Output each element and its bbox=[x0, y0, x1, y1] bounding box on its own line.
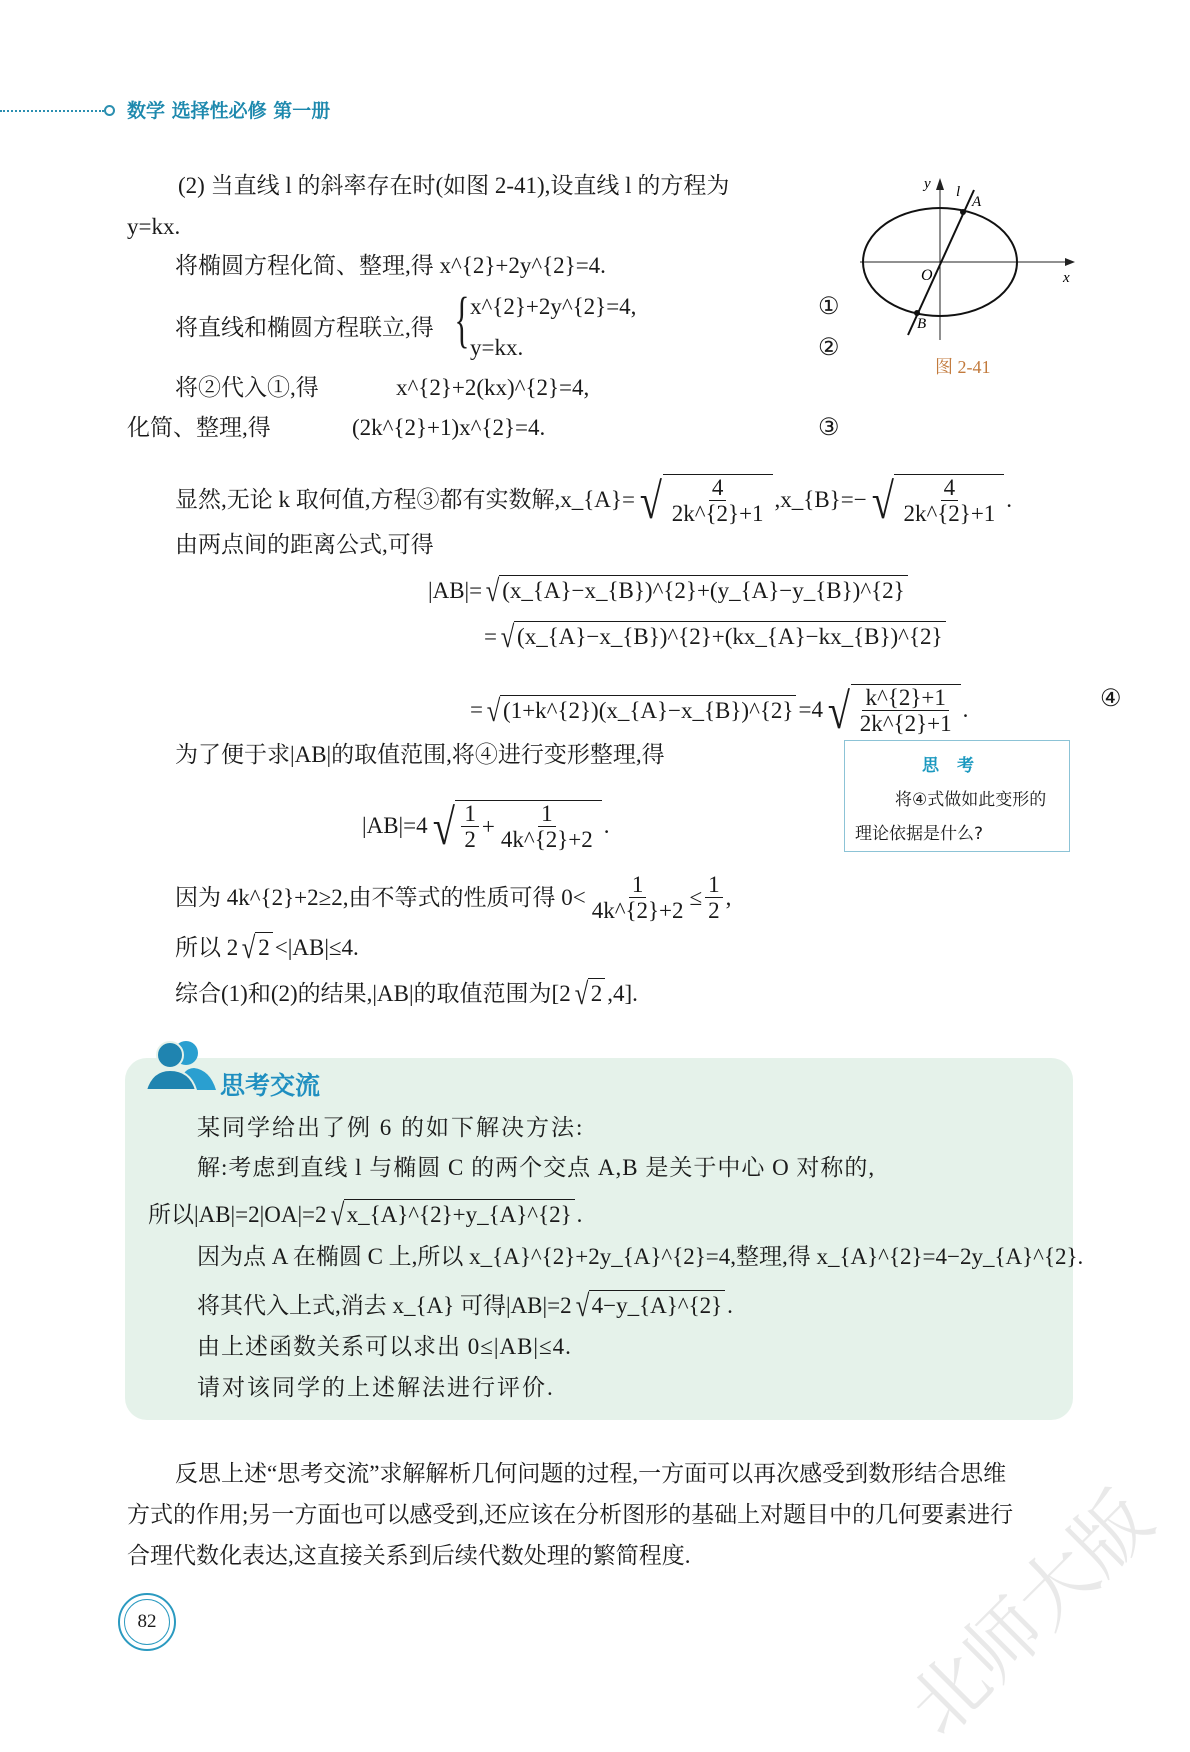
system-brace: { bbox=[454, 286, 470, 354]
text: 所以|AB|=2|OA|=2 bbox=[148, 1201, 327, 1227]
text-line: 由两点间的距离公式,可得 bbox=[175, 532, 434, 557]
denominator: 2k^{2}+1 bbox=[859, 711, 952, 737]
think-sidebar-box bbox=[844, 740, 1070, 852]
text: . bbox=[962, 697, 969, 723]
y-axis-label: y bbox=[924, 176, 931, 192]
text: ,4]. bbox=[607, 980, 638, 1006]
formula: ,x_{B}=− bbox=[774, 487, 867, 513]
header-dot-icon bbox=[104, 105, 115, 116]
people-icon bbox=[146, 1040, 216, 1092]
operator: + bbox=[481, 813, 495, 839]
equation: x^{2}+2y^{2}=4, bbox=[470, 294, 637, 319]
figure-caption: 图 2-41 bbox=[935, 357, 991, 377]
radicand: (x_{A}−x_{B})^{2}+(kx_{A}−kx_{B})^{2} bbox=[514, 621, 946, 652]
origin-label: O bbox=[921, 267, 933, 284]
equation-marker: ① bbox=[818, 294, 840, 320]
text: 因为 4k^{2}+2≥2,由不等式的性质可得 0< bbox=[175, 884, 586, 910]
formula: |AB|=4 bbox=[362, 813, 428, 839]
numerator: 4 bbox=[709, 475, 727, 501]
denominator: 4k^{2}+2 bbox=[500, 827, 593, 853]
discussion-title: 思考交流 bbox=[220, 1071, 321, 1100]
sqrt: √ $\frac{4}{2k\^{}\{2\}+1}$ bbox=[869, 474, 1005, 527]
text-line: 合理代数化表达,这直接关系到后续代数处理的繁简程度. bbox=[127, 1543, 691, 1568]
denominator: 2 bbox=[708, 898, 720, 924]
equation bbox=[428, 575, 910, 606]
page-number: 82 bbox=[124, 1599, 170, 1645]
text-line bbox=[148, 1199, 582, 1230]
radicand: 2 bbox=[588, 978, 606, 1009]
point-b-label: B bbox=[917, 316, 927, 332]
denominator: 2k^{2}+1 bbox=[903, 501, 996, 527]
page-number-badge bbox=[118, 1593, 176, 1651]
line-label: l bbox=[956, 184, 961, 200]
book-title: 数学 选择性必修 第一册 bbox=[127, 100, 331, 122]
radicand: 4−y_{A}^{2} bbox=[589, 1290, 726, 1321]
text-line bbox=[175, 978, 638, 1009]
text-line bbox=[197, 1290, 733, 1321]
numerator: 1 bbox=[705, 872, 723, 898]
text-line: 将椭圆方程化简、整理,得 x^{2}+2y^{2}=4. bbox=[175, 253, 606, 278]
sqrt: √ (1+k^{2})(x_{A}−x_{B})^{2} bbox=[485, 695, 796, 726]
equation-marker: ④ bbox=[1100, 686, 1122, 712]
text: . bbox=[576, 1201, 583, 1227]
sqrt: √ (x_{A}−x_{B})^{2}+(y_{A}−y_{B})^{2} bbox=[484, 575, 908, 606]
sqrt: √ 2 bbox=[240, 932, 273, 963]
numerator: 1 bbox=[461, 801, 479, 827]
equation: (2k^{2}+1)x^{2}=4. bbox=[352, 415, 546, 440]
formula: |AB|= bbox=[428, 577, 483, 603]
ellipse-figure bbox=[860, 170, 1080, 345]
equation bbox=[484, 621, 948, 652]
sqrt: √ (x_{A}−x_{B})^{2}+(kx_{A}−kx_{B})^{2} bbox=[499, 621, 946, 652]
text-line: 将直线和椭圆方程联立,得 bbox=[175, 315, 434, 340]
numerator: 4 bbox=[941, 475, 959, 501]
text-line: (2) 当直线 l 的斜率存在时(如图 2-41),设直线 l 的方程为 bbox=[178, 173, 730, 198]
equation bbox=[470, 684, 968, 737]
text-line: 请对该同学的上述解法进行评价. bbox=[197, 1375, 555, 1400]
radicand: x_{A}^{2}+y_{A}^{2} bbox=[344, 1199, 575, 1230]
radicand: 2 bbox=[255, 932, 273, 963]
operator: ≤ bbox=[689, 884, 703, 910]
sqrt: √ $\frac{4}{2k\^{}\{2\}+1}$ bbox=[637, 474, 773, 527]
watermark: 北师大版 bbox=[891, 1474, 1170, 1752]
denominator: 2 bbox=[464, 827, 476, 853]
think-title: 思考 bbox=[922, 756, 992, 776]
text: 综合(1)和(2)的结果,|AB|的取值范围为[2 bbox=[175, 980, 571, 1006]
text: . bbox=[603, 813, 610, 839]
text: <|AB|≤4. bbox=[274, 934, 359, 960]
sqrt: √ x_{A}^{2}+y_{A}^{2} bbox=[329, 1199, 575, 1230]
text-line bbox=[175, 474, 1012, 527]
numerator: k^{2}+1 bbox=[862, 685, 948, 711]
text-line: 解:考虑到直线 l 与椭圆 C 的两个交点 A,B 是关于中心 O 对称的, bbox=[197, 1155, 876, 1180]
formula: = bbox=[484, 623, 497, 649]
text-line: 因为点 A 在椭圆 C 上,所以 x_{A}^{2}+2y_{A}^{2}=4,整理,得 x_{A}^{2}=4−2y_{A}^{2}. bbox=[197, 1244, 1084, 1269]
sqrt: √ $\frac{k\^{}\{2\}+1}{2k\^{}\{2\}+1}$ bbox=[825, 684, 961, 737]
sqrt: √ 4−y_{A}^{2} bbox=[574, 1290, 726, 1321]
text: 显然,无论 k 取何值,方程③都有实数解, bbox=[175, 487, 561, 513]
text-line bbox=[175, 932, 359, 963]
text-line: 由上述函数关系可以求出 0≤|AB|≤4. bbox=[197, 1334, 572, 1359]
equation bbox=[362, 800, 610, 853]
text: 所以 2 bbox=[175, 934, 239, 960]
numerator: 1 bbox=[629, 872, 647, 898]
sqrt: √ 2 bbox=[573, 978, 606, 1009]
denominator: 2k^{2}+1 bbox=[671, 501, 764, 527]
text-line: 将②代入①,得 bbox=[175, 375, 319, 400]
text: . bbox=[727, 1292, 733, 1318]
text-line: 反思上述“思考交流”求解解析几何问题的过程,一方面可以再次感受到数形结合思维 bbox=[175, 1461, 1007, 1486]
point-a-label: A bbox=[972, 194, 982, 210]
radicand: (1+k^{2})(x_{A}−x_{B})^{2} bbox=[500, 695, 796, 726]
text-line bbox=[175, 872, 731, 924]
equation: y=kx. bbox=[470, 335, 524, 360]
x-axis-label: x bbox=[1063, 270, 1070, 286]
numerator: 1 bbox=[538, 801, 556, 827]
formula: =4 bbox=[798, 697, 823, 723]
radicand: (x_{A}−x_{B})^{2}+(y_{A}−y_{B})^{2} bbox=[499, 575, 908, 606]
text-line: 为了便于求|AB|的取值范围,将④进行变形整理,得 bbox=[175, 742, 665, 767]
text-line: 化简、整理,得 bbox=[127, 415, 271, 440]
text-line: y=kx. bbox=[127, 214, 181, 239]
text: , bbox=[725, 884, 732, 910]
text: 将其代入上式,消去 x_{A} 可得|AB|=2 bbox=[197, 1292, 572, 1318]
formula: x_{A}= bbox=[560, 487, 635, 513]
text: . bbox=[1006, 487, 1013, 513]
equation-marker: ② bbox=[818, 335, 840, 361]
equation: x^{2}+2(kx)^{2}=4, bbox=[396, 375, 590, 400]
text-line: 某同学给出了例 6 的如下解决方法: bbox=[197, 1115, 585, 1140]
equation-marker: ③ bbox=[818, 415, 840, 441]
denominator: 4k^{2}+2 bbox=[591, 898, 684, 924]
text-line: 方式的作用;另一方面也可以感受到,还应该在分析图形的基础上对题目中的几何要素进行 bbox=[127, 1502, 1014, 1527]
think-body: 将④式做如此变形的理论依据是什么? bbox=[855, 790, 1047, 844]
formula: = bbox=[470, 697, 483, 723]
header-rule bbox=[0, 110, 104, 112]
sqrt: √ $\frac{1}{2}$ + $\frac{1}{4k\^{}\{2\}+2}$ bbox=[430, 800, 602, 853]
